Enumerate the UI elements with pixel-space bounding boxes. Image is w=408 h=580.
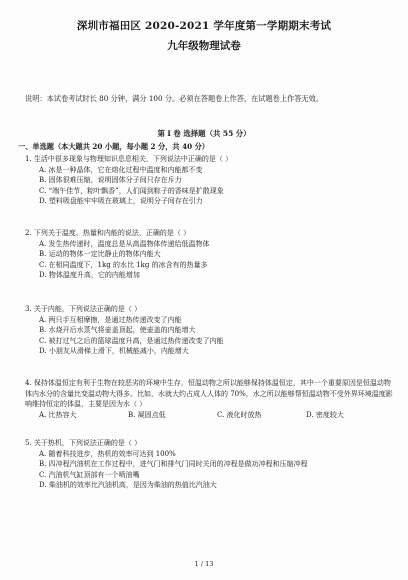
- option-b: B. 固体很难压缩，说明固体分子间只存在斥力: [39, 176, 182, 184]
- option-d: D. 小朋友从滑梯上滑下，机械能减小，内能增大: [39, 347, 189, 355]
- question-stem: 1. 生活中很多现象与物理知识息息相关，下列说法中正确的是（ ）: [25, 155, 233, 163]
- option-c: C. 液化时放热: [217, 410, 262, 419]
- option-a: A. 发生热传递时，温度总是从高温物体传递给低温物体: [39, 239, 210, 248]
- question-2: [25, 228, 395, 281]
- section-heading: 一、单选题（本大题共 20 小题，每小题 2 分，共 40 分）: [18, 142, 209, 151]
- exam-instructions: 说明：本试卷考试时长 80 分钟，满分 100 分。必须在答题卷上作答，在试题卷上作答无效。: [25, 94, 323, 103]
- option-d: D. 密度较大: [306, 410, 344, 419]
- option-a: A. 随着科技进步，热机的效率可达到 100%: [39, 449, 176, 458]
- option-c: C. 在相同温度下，1kg 的水比 1kg 的冰含有的热量多: [39, 260, 208, 269]
- page-number: 1 / 13: [194, 560, 214, 568]
- question-stem: 4. 保持体温恒定有利于生物在较恶劣的环境中生存，恒温动物之所以能够保持体温恒定，其中一个重要原因是恒温动物体内水分的含量比变温动物大得多。比如，水就大约占成人人体的 70%，水之所以能够帮恒温动物不受外界环境温度影响维持恒定的体温，主要是因为水（ ）: [25, 379, 393, 408]
- option-b: B. 凝固点低: [128, 410, 166, 419]
- question-stem: 3. 关于内能，下列说法正确的是（ ）: [25, 305, 142, 313]
- question-stem: 5. 关于热机，下列说法正确的是（ ）: [25, 439, 142, 447]
- option-c: C. “端午佳节，粽叶飘香”，人们闻到粽子的香味是扩散现象: [39, 186, 224, 195]
- option-b: B. 水烧开后水蒸气将壶盖顶起，使壶盖的内能增大: [39, 326, 196, 334]
- exam-title: 深圳市福田区 2020-2021 学年度第一学期期末考试: [76, 20, 332, 32]
- option-c: C. 汽油机气缸顶部有一个喷油嘴: [39, 470, 140, 479]
- question-5: [25, 438, 395, 491]
- option-d: D. 塑料吸盘能牢牢吸在玻璃上，说明分子间存在引力: [39, 197, 203, 205]
- option-a: A. 比热容大: [39, 410, 77, 419]
- part-heading: 第 I 卷 选择题（共 55 分）: [157, 129, 251, 138]
- question-stem: 2. 下列关于温度、热量和内能的说法，正确的是（ ）: [25, 229, 191, 237]
- question-3: [25, 304, 395, 357]
- option-d: D. 物体温度升高，它的内能增加: [39, 271, 140, 279]
- question-1: [25, 154, 395, 207]
- options-row: [25, 410, 395, 421]
- option-c: C. 被打过气之后的篮球温度升高，是通过热传递改变了内能: [39, 336, 224, 345]
- option-d: D. 柴油机的效率比汽油机高，是因为柴油的热值比汽油大: [39, 481, 217, 489]
- exam-subtitle: 九年级物理试卷: [167, 40, 241, 52]
- option-b: B. 运动的物体一定比静止的物体内能大: [39, 250, 161, 258]
- option-a: A. 冰是一种晶体，它在熔化过程中温度和内能都不变: [39, 165, 203, 174]
- question-4: [25, 378, 395, 420]
- option-a: A. 两只手互相摩擦，是通过热传递改变了内能: [39, 315, 182, 324]
- option-b: B. 四冲程汽油机在工作过程中，进气门和排气门同时关闭的冲程是做功冲程和压缩冲程: [39, 460, 308, 468]
